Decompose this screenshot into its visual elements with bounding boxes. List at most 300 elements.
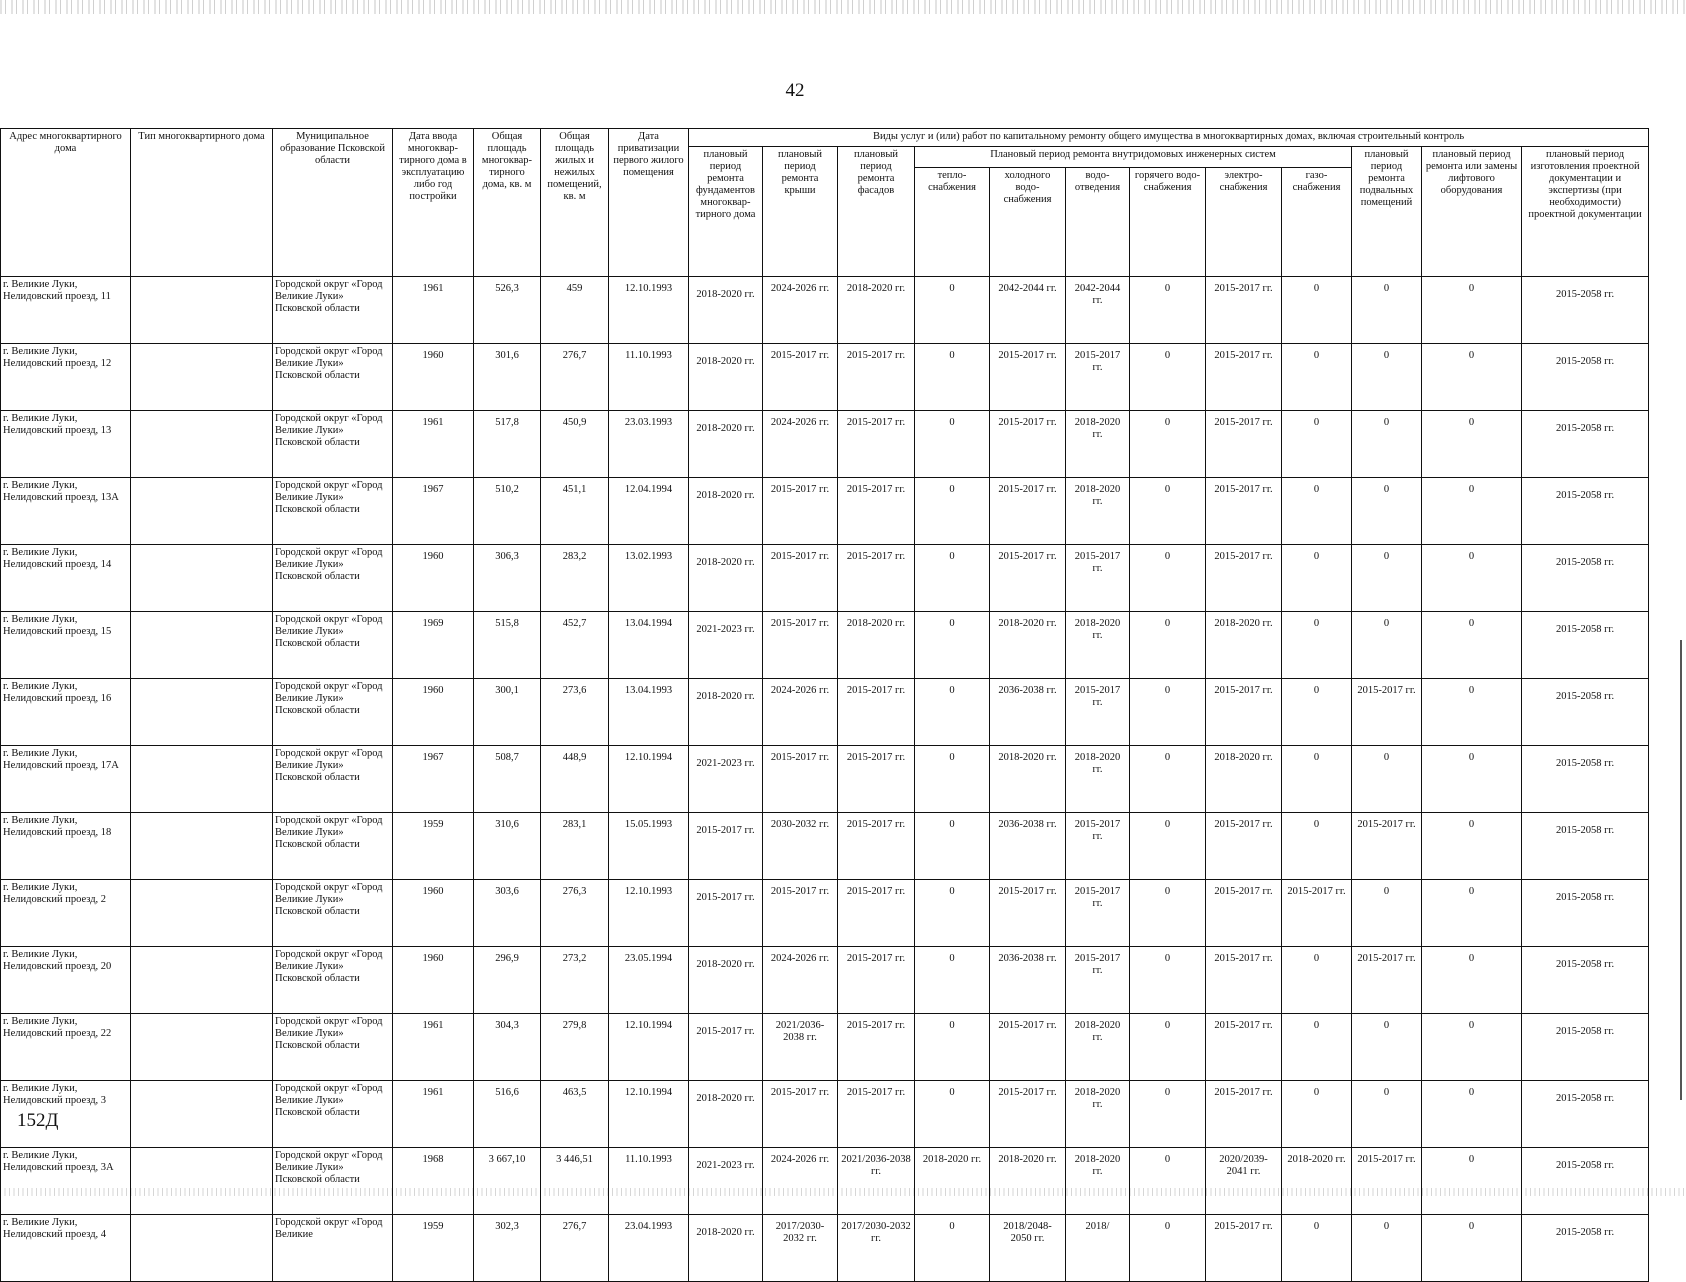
cell-total-area: 515,8 (474, 612, 541, 679)
cell-electric: 2015-2017 гг. (1206, 344, 1282, 411)
cell-total-area: 302,3 (474, 1215, 541, 1282)
cell-type (131, 1148, 273, 1215)
cell-design-docs: 2015-2058 гг. (1522, 411, 1649, 478)
cell-total-area: 296,9 (474, 947, 541, 1014)
cell-heat: 0 (915, 679, 990, 746)
cell-premises-area: 276,7 (541, 1215, 609, 1282)
cell-elevator: 0 (1422, 277, 1522, 344)
cell-facade: 2015-2017 гг. (838, 880, 915, 947)
scan-edge-top (0, 0, 1686, 14)
cell-elevator: 0 (1422, 612, 1522, 679)
cell-foundation: 2018-2020 гг. (689, 947, 763, 1014)
cell-hot-water: 0 (1130, 1014, 1206, 1081)
cell-cold-water: 2015-2017 гг. (990, 880, 1066, 947)
cell-electric: 2015-2017 гг. (1206, 1081, 1282, 1148)
cell-municipality: Городской округ «Город Великие Луки» Псковской области (273, 746, 393, 813)
cell-privatization-date: 12.04.1994 (609, 478, 689, 545)
cell-sewer: 2015-2017 гг. (1066, 947, 1130, 1014)
cell-address: г. Великие Луки, Нелидовский проезд, 13 (1, 411, 131, 478)
cell-municipality: Городской округ «Город Великие Луки» Псковской области (273, 1148, 393, 1215)
cell-roof: 2015-2017 гг. (763, 478, 838, 545)
cell-foundation: 2018-2020 гг. (689, 411, 763, 478)
cell-basement: 2015-2017 гг. (1352, 1148, 1422, 1215)
cell-total-area: 516,6 (474, 1081, 541, 1148)
cell-elevator: 0 (1422, 1081, 1522, 1148)
cell-address: г. Великие Луки, Нелидовский проезд, 16 (1, 679, 131, 746)
cell-electric: 2015-2017 гг. (1206, 880, 1282, 947)
cell-sewer: 2018-2020 гг. (1066, 1014, 1130, 1081)
cell-design-docs: 2015-2058 гг. (1522, 1148, 1649, 1215)
page-number: 42 (785, 80, 805, 101)
cell-basement: 0 (1352, 344, 1422, 411)
cell-electric: 2015-2017 гг. (1206, 545, 1282, 612)
header-municipality: Муниципальное образование Псковской области (273, 129, 393, 277)
header-hot-water: горячего водо- снабжения (1130, 168, 1206, 277)
cell-cold-water: 2042-2044 гг. (990, 277, 1066, 344)
cell-address: г. Великие Луки, Нелидовский проезд, 15 (1, 612, 131, 679)
cell-facade: 2021/2036-2038 гг. (838, 1148, 915, 1215)
cell-design-docs: 2015-2058 гг. (1522, 612, 1649, 679)
cell-year: 1960 (393, 545, 474, 612)
cell-sewer: 2018-2020 гг. (1066, 746, 1130, 813)
header-total-area: Общая площадь многоквар- тирного дома, кв. м (474, 129, 541, 277)
cell-gas: 0 (1282, 947, 1352, 1014)
cell-gas: 2015-2017 гг. (1282, 880, 1352, 947)
header-sewer: водо- отведения (1066, 168, 1130, 277)
table-row (1, 344, 1649, 411)
cell-premises-area: 451,1 (541, 478, 609, 545)
cell-hot-water: 0 (1130, 411, 1206, 478)
cell-total-area: 510,2 (474, 478, 541, 545)
cell-address: г. Великие Луки, Нелидовский проезд, 2 (1, 880, 131, 947)
cell-basement: 0 (1352, 478, 1422, 545)
cell-cold-water: 2018-2020 гг. (990, 612, 1066, 679)
cell-municipality: Городской округ «Город Великие (273, 1215, 393, 1282)
table-row (1, 478, 1649, 545)
cell-year: 1960 (393, 880, 474, 947)
cell-address: г. Великие Луки, Нелидовский проезд, 4 (1, 1215, 131, 1282)
cell-basement: 0 (1352, 1215, 1422, 1282)
cell-municipality: Городской округ «Город Великие Луки» Псковской области (273, 880, 393, 947)
cell-address: г. Великие Луки, Нелидовский проезд, 17А (1, 746, 131, 813)
cell-gas: 0 (1282, 679, 1352, 746)
cell-hot-water: 0 (1130, 746, 1206, 813)
cell-type (131, 1081, 273, 1148)
cell-elevator: 0 (1422, 1014, 1522, 1081)
cell-basement: 0 (1352, 1014, 1422, 1081)
cell-address: г. Великие Луки, Нелидовский проезд, 18 (1, 813, 131, 880)
cell-roof: 2015-2017 гг. (763, 545, 838, 612)
cell-elevator: 0 (1422, 478, 1522, 545)
table-row (1, 813, 1649, 880)
cell-type (131, 277, 273, 344)
cell-facade: 2015-2017 гг. (838, 344, 915, 411)
cell-design-docs: 2015-2058 гг. (1522, 478, 1649, 545)
cell-total-area: 303,6 (474, 880, 541, 947)
header-elevator: плановый период ремонта или замены лифтового оборудования (1422, 147, 1522, 277)
cell-year: 1960 (393, 344, 474, 411)
cell-type (131, 545, 273, 612)
header-basement: плановый период ремонта подвальных помещений (1352, 147, 1422, 277)
cell-privatization-date: 12.10.1994 (609, 1014, 689, 1081)
cell-sewer: 2018-2020 гг. (1066, 478, 1130, 545)
cell-year: 1967 (393, 746, 474, 813)
cell-type (131, 813, 273, 880)
cell-sewer: 2015-2017 гг. (1066, 545, 1130, 612)
cell-gas: 0 (1282, 1014, 1352, 1081)
header-facade: плановый период ремонта фасадов (838, 147, 915, 277)
cell-facade: 2015-2017 гг. (838, 947, 915, 1014)
cell-heat: 0 (915, 545, 990, 612)
cell-type (131, 344, 273, 411)
cell-gas: 0 (1282, 277, 1352, 344)
cell-heat: 0 (915, 478, 990, 545)
cell-total-area: 304,3 (474, 1014, 541, 1081)
cell-total-area: 310,6 (474, 813, 541, 880)
cell-hot-water: 0 (1130, 277, 1206, 344)
cell-cold-water: 2015-2017 гг. (990, 344, 1066, 411)
cell-gas: 0 (1282, 344, 1352, 411)
cell-elevator: 0 (1422, 545, 1522, 612)
cell-facade: 2015-2017 гг. (838, 1014, 915, 1081)
cell-type (131, 746, 273, 813)
cell-address: г. Великие Луки, Нелидовский проезд, 22 (1, 1014, 131, 1081)
table-row (1, 1148, 1649, 1215)
cell-hot-water: 0 (1130, 545, 1206, 612)
header-systems-group: Плановый период ремонта внутридомовых инженерных систем (915, 147, 1352, 168)
cell-total-area: 301,6 (474, 344, 541, 411)
cell-premises-area: 273,2 (541, 947, 609, 1014)
cell-cold-water: 2015-2017 гг. (990, 411, 1066, 478)
cell-foundation: 2018-2020 гг. (689, 545, 763, 612)
cell-address: г. Великие Луки, Нелидовский проезд, 14 (1, 545, 131, 612)
cell-electric: 2015-2017 гг. (1206, 1215, 1282, 1282)
cell-hot-water: 0 (1130, 813, 1206, 880)
cell-address: г. Великие Луки, Нелидовский проезд, 13А (1, 478, 131, 545)
cell-hot-water: 0 (1130, 1215, 1206, 1282)
cell-sewer: 2018-2020 гг. (1066, 1148, 1130, 1215)
header-address: Адрес многоквартирного дома (1, 129, 131, 277)
cell-foundation: 2018-2020 гг. (689, 344, 763, 411)
cell-year: 1967 (393, 478, 474, 545)
cell-privatization-date: 23.04.1993 (609, 1215, 689, 1282)
cell-design-docs: 2015-2058 гг. (1522, 277, 1649, 344)
cell-year: 1959 (393, 1215, 474, 1282)
cell-roof: 2015-2017 гг. (763, 880, 838, 947)
cell-municipality: Городской округ «Город Великие Луки» Псковской области (273, 1014, 393, 1081)
cell-heat: 0 (915, 277, 990, 344)
cell-address: г. Великие Луки, Нелидовский проезд, 12 (1, 344, 131, 411)
cell-foundation: 2018-2020 гг. (689, 478, 763, 545)
scan-edge-right (1680, 640, 1682, 1100)
cell-heat: 0 (915, 746, 990, 813)
cell-electric: 2020/2039-2041 гг. (1206, 1148, 1282, 1215)
cell-premises-area: 283,2 (541, 545, 609, 612)
cell-facade: 2015-2017 гг. (838, 411, 915, 478)
cell-privatization-date: 13.04.1994 (609, 612, 689, 679)
cell-elevator: 0 (1422, 1148, 1522, 1215)
cell-design-docs: 2015-2058 гг. (1522, 947, 1649, 1014)
cell-elevator: 0 (1422, 746, 1522, 813)
cell-basement: 0 (1352, 746, 1422, 813)
cell-sewer: 2018-2020 гг. (1066, 411, 1130, 478)
cell-design-docs: 2015-2058 гг. (1522, 1081, 1649, 1148)
cell-facade: 2017/2030-2032 гг. (838, 1215, 915, 1282)
header-type: Тип многоквартирного дома (131, 129, 273, 277)
cell-cold-water: 2018-2020 гг. (990, 1148, 1066, 1215)
cell-roof: 2030-2032 гг. (763, 813, 838, 880)
cell-foundation: 2018-2020 гг. (689, 1081, 763, 1148)
cell-year: 1959 (393, 813, 474, 880)
cell-facade: 2015-2017 гг. (838, 1081, 915, 1148)
cell-premises-area: 283,1 (541, 813, 609, 880)
cell-sewer: 2015-2017 гг. (1066, 813, 1130, 880)
cell-basement: 0 (1352, 411, 1422, 478)
cell-electric: 2015-2017 гг. (1206, 947, 1282, 1014)
cell-design-docs: 2015-2058 гг. (1522, 813, 1649, 880)
table-row (1, 880, 1649, 947)
cell-privatization-date: 23.05.1994 (609, 947, 689, 1014)
cell-type (131, 411, 273, 478)
cell-facade: 2015-2017 гг. (838, 813, 915, 880)
table-row (1, 545, 1649, 612)
cell-type (131, 1014, 273, 1081)
header-design-docs: плановый период изготовления проектной документации и экспертизы (при необходимости) проектной документации (1522, 147, 1649, 277)
cell-facade: 2015-2017 гг. (838, 545, 915, 612)
cell-type (131, 1215, 273, 1282)
cell-electric: 2015-2017 гг. (1206, 813, 1282, 880)
cell-cold-water: 2036-2038 гг. (990, 947, 1066, 1014)
cell-privatization-date: 13.02.1993 (609, 545, 689, 612)
cell-privatization-date: 12.10.1993 (609, 880, 689, 947)
cell-municipality: Городской округ «Город Великие Луки» Псковской области (273, 545, 393, 612)
header-premises-area: Общая площадь жилых и нежилых помещений, кв. м (541, 129, 609, 277)
cell-hot-water: 0 (1130, 478, 1206, 545)
header-commission-date: Дата ввода многоквар- тирного дома в эксплуатацию либо год постройки (393, 129, 474, 277)
cell-basement: 2015-2017 гг. (1352, 813, 1422, 880)
cell-foundation: 2021-2023 гг. (689, 1148, 763, 1215)
cell-heat: 0 (915, 1081, 990, 1148)
table-row (1, 746, 1649, 813)
header-cold-water: холодного водо- снабжения (990, 168, 1066, 277)
cell-gas: 0 (1282, 545, 1352, 612)
cell-address: г. Великие Луки, Нелидовский проезд, 11 (1, 277, 131, 344)
cell-premises-area: 448,9 (541, 746, 609, 813)
header-privatization-date: Дата приватизации первого жилого помещения (609, 129, 689, 277)
cell-total-area: 306,3 (474, 545, 541, 612)
cell-facade: 2015-2017 гг. (838, 478, 915, 545)
cell-gas: 0 (1282, 1215, 1352, 1282)
cell-sewer: 2042-2044 гг. (1066, 277, 1130, 344)
cell-design-docs: 2015-2058 гг. (1522, 880, 1649, 947)
cell-year: 1968 (393, 1148, 474, 1215)
cell-facade: 2018-2020 гг. (838, 277, 915, 344)
cell-premises-area: 463,5 (541, 1081, 609, 1148)
cell-gas: 0 (1282, 813, 1352, 880)
cell-design-docs: 2015-2058 гг. (1522, 1014, 1649, 1081)
table-row (1, 411, 1649, 478)
cell-heat: 0 (915, 344, 990, 411)
cell-year: 1960 (393, 679, 474, 746)
sheet-code: 152Д (17, 1110, 59, 1131)
cell-electric: 2015-2017 гг. (1206, 1014, 1282, 1081)
header-heat: тепло- снабжения (915, 168, 990, 277)
cell-year: 1961 (393, 411, 474, 478)
cell-sewer: 2015-2017 гг. (1066, 880, 1130, 947)
cell-hot-water: 0 (1130, 1148, 1206, 1215)
cell-type (131, 947, 273, 1014)
cell-elevator: 0 (1422, 679, 1522, 746)
cell-electric: 2015-2017 гг. (1206, 277, 1282, 344)
cell-cold-water: 2018/2048-2050 гг. (990, 1215, 1066, 1282)
cell-roof: 2024-2026 гг. (763, 1148, 838, 1215)
cell-heat: 0 (915, 1014, 990, 1081)
cell-electric: 2018-2020 гг. (1206, 746, 1282, 813)
cell-gas: 0 (1282, 478, 1352, 545)
cell-year: 1961 (393, 1081, 474, 1148)
cell-heat: 0 (915, 1215, 990, 1282)
cell-premises-area: 3 446,51 (541, 1148, 609, 1215)
cell-sewer: 2018-2020 гг. (1066, 612, 1130, 679)
cell-foundation: 2015-2017 гг. (689, 813, 763, 880)
cell-total-area: 3 667,10 (474, 1148, 541, 1215)
cell-premises-area: 276,3 (541, 880, 609, 947)
table-row (1, 1081, 1649, 1148)
cell-privatization-date: 15.05.1993 (609, 813, 689, 880)
cell-basement: 0 (1352, 880, 1422, 947)
table-row (1, 947, 1649, 1014)
cell-total-area: 508,7 (474, 746, 541, 813)
cell-gas: 0 (1282, 612, 1352, 679)
cell-municipality: Городской округ «Город Великие Луки» Псковской области (273, 813, 393, 880)
cell-privatization-date: 12.10.1994 (609, 1081, 689, 1148)
cell-roof: 2015-2017 гг. (763, 344, 838, 411)
cell-foundation: 2021-2023 гг. (689, 746, 763, 813)
cell-roof: 2024-2026 гг. (763, 679, 838, 746)
cell-heat: 0 (915, 880, 990, 947)
cell-total-area: 526,3 (474, 277, 541, 344)
table-row (1, 679, 1649, 746)
cell-address: г. Великие Луки, Нелидовский проезд, 20 (1, 947, 131, 1014)
cell-type (131, 880, 273, 947)
cell-roof: 2024-2026 гг. (763, 947, 838, 1014)
cell-municipality: Городской округ «Город Великие Луки» Псковской области (273, 612, 393, 679)
cell-privatization-date: 13.04.1993 (609, 679, 689, 746)
cell-foundation: 2018-2020 гг. (689, 679, 763, 746)
header-foundation: плановый период ремонта фундаментов многоквар- тирного дома (689, 147, 763, 277)
header-works-group: Виды услуг и (или) работ по капитальному ремонту общего имущества в многоквартирных домах, включая строительный контроль (689, 129, 1649, 147)
cell-premises-area: 450,9 (541, 411, 609, 478)
cell-design-docs: 2015-2058 гг. (1522, 545, 1649, 612)
capital-repair-table (0, 128, 1649, 1282)
cell-total-area: 300,1 (474, 679, 541, 746)
cell-type (131, 612, 273, 679)
cell-municipality: Городской округ «Город Великие Луки» Псковской области (273, 1081, 393, 1148)
cell-hot-water: 0 (1130, 947, 1206, 1014)
cell-design-docs: 2015-2058 гг. (1522, 344, 1649, 411)
cell-gas: 0 (1282, 1081, 1352, 1148)
cell-hot-water: 0 (1130, 679, 1206, 746)
cell-basement: 0 (1352, 277, 1422, 344)
cell-elevator: 0 (1422, 1215, 1522, 1282)
cell-facade: 2015-2017 гг. (838, 746, 915, 813)
cell-elevator: 0 (1422, 813, 1522, 880)
cell-year: 1969 (393, 612, 474, 679)
cell-privatization-date: 11.10.1993 (609, 1148, 689, 1215)
cell-type (131, 679, 273, 746)
cell-foundation: 2018-2020 гг. (689, 1215, 763, 1282)
cell-municipality: Городской округ «Город Великие Луки» Псковской области (273, 947, 393, 1014)
cell-hot-water: 0 (1130, 344, 1206, 411)
cell-heat: 2018-2020 гг. (915, 1148, 990, 1215)
cell-roof: 2015-2017 гг. (763, 612, 838, 679)
cell-year: 1961 (393, 1014, 474, 1081)
cell-elevator: 0 (1422, 947, 1522, 1014)
cell-premises-area: 452,7 (541, 612, 609, 679)
cell-hot-water: 0 (1130, 1081, 1206, 1148)
table-row (1, 277, 1649, 344)
cell-elevator: 0 (1422, 411, 1522, 478)
cell-basement: 2015-2017 гг. (1352, 947, 1422, 1014)
cell-roof: 2015-2017 гг. (763, 746, 838, 813)
header-roof: плановый период ремонта крыши (763, 147, 838, 277)
cell-year: 1960 (393, 947, 474, 1014)
cell-heat: 0 (915, 813, 990, 880)
cell-facade: 2018-2020 гг. (838, 612, 915, 679)
cell-cold-water: 2015-2017 гг. (990, 1081, 1066, 1148)
cell-privatization-date: 12.10.1993 (609, 277, 689, 344)
cell-cold-water: 2015-2017 гг. (990, 1014, 1066, 1081)
cell-total-area: 517,8 (474, 411, 541, 478)
cell-basement: 0 (1352, 1081, 1422, 1148)
cell-municipality: Городской округ «Город Великие Луки» Псковской области (273, 344, 393, 411)
table-row (1, 1014, 1649, 1081)
cell-municipality: Городской округ «Город Великие Луки» Псковской области (273, 478, 393, 545)
cell-roof: 2024-2026 гг. (763, 411, 838, 478)
cell-foundation: 2015-2017 гг. (689, 1014, 763, 1081)
cell-municipality: Городской округ «Город Великие Луки» Псковской области (273, 411, 393, 478)
cell-sewer: 2015-2017 гг. (1066, 344, 1130, 411)
header-gas: газо- снабжения (1282, 168, 1352, 277)
cell-hot-water: 0 (1130, 612, 1206, 679)
cell-sewer: 2018/ (1066, 1215, 1130, 1282)
cell-elevator: 0 (1422, 344, 1522, 411)
cell-privatization-date: 11.10.1993 (609, 344, 689, 411)
cell-privatization-date: 12.10.1994 (609, 746, 689, 813)
cell-electric: 2015-2017 гг. (1206, 679, 1282, 746)
cell-design-docs: 2015-2058 гг. (1522, 679, 1649, 746)
cell-sewer: 2015-2017 гг. (1066, 679, 1130, 746)
header-electric: электро- снабжения (1206, 168, 1282, 277)
cell-municipality: Городской округ «Город Великие Луки» Псковской области (273, 277, 393, 344)
cell-heat: 0 (915, 612, 990, 679)
cell-cold-water: 2015-2017 гг. (990, 478, 1066, 545)
cell-cold-water: 2015-2017 гг. (990, 545, 1066, 612)
cell-foundation: 2018-2020 гг. (689, 277, 763, 344)
cell-gas: 0 (1282, 411, 1352, 478)
cell-hot-water: 0 (1130, 880, 1206, 947)
cell-sewer: 2018-2020 гг. (1066, 1081, 1130, 1148)
cell-basement: 0 (1352, 612, 1422, 679)
cell-roof: 2017/2030-2032 гг. (763, 1215, 838, 1282)
cell-address: г. Великие Луки, Нелидовский проезд, 3 (1, 1081, 131, 1148)
table-body (1, 277, 1649, 1282)
cell-heat: 0 (915, 411, 990, 478)
cell-electric: 2018-2020 гг. (1206, 612, 1282, 679)
cell-roof: 2021/2036-2038 гг. (763, 1014, 838, 1081)
cell-type (131, 478, 273, 545)
cell-premises-area: 279,8 (541, 1014, 609, 1081)
